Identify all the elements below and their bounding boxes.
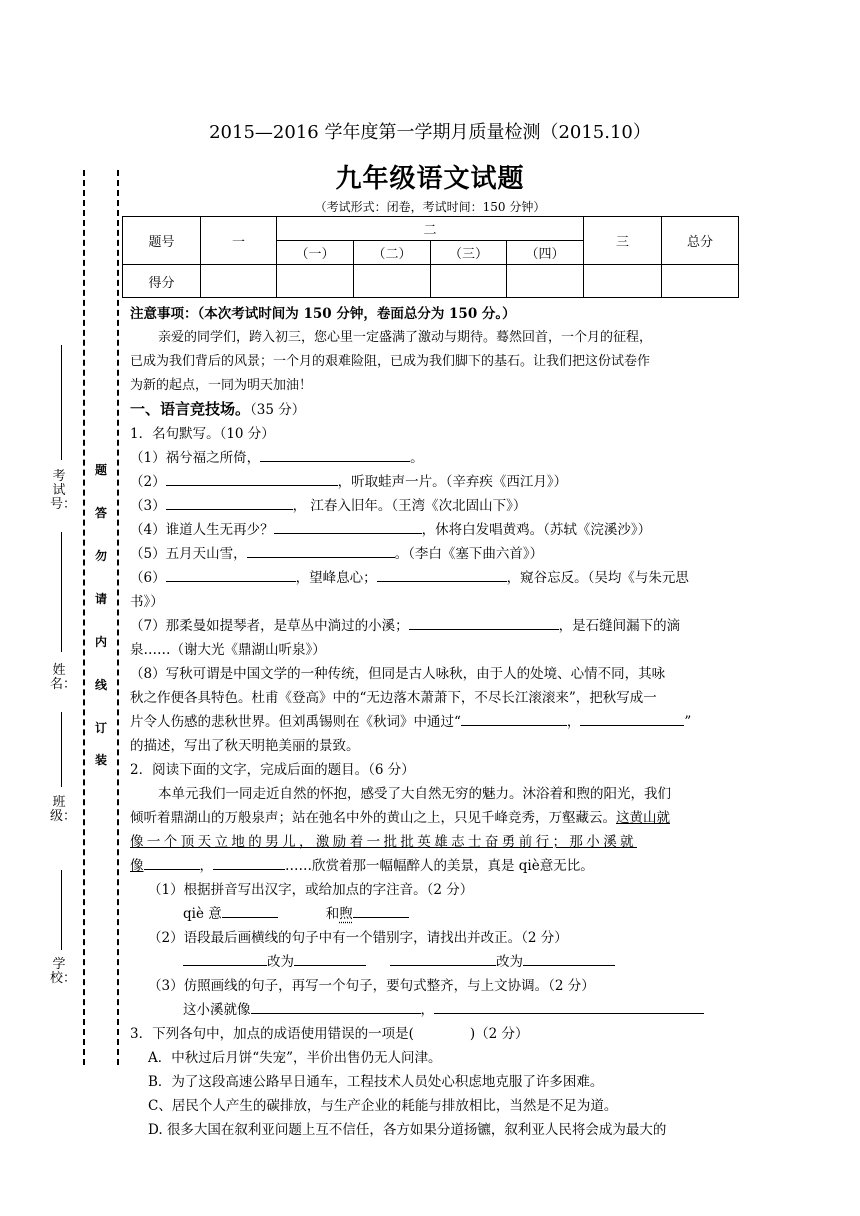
q2-sub-2: （2）语段最后画横线的句子中有一个错别字，请找出并改正。（2 分） [148, 930, 568, 946]
exam-info: （考试形式：闭卷，考试时间：150 分钟） [314, 200, 546, 214]
q2-sub-1-a: qiè 意 [183, 906, 222, 922]
q1-item-8-line: （8）写秋可谓是中国文学的一种传统，但同是古人咏秋，由于人的处境、心情不同，其咏 [130, 666, 666, 682]
table-subhead: （四） [507, 241, 584, 265]
q1-item-5-end: 。（李白《塞下曲六首》） [394, 546, 544, 562]
q2-sub-2-b: 改为 [496, 954, 523, 970]
question-3-title: 3．下列各句中，加点的成语使用错误的一项是( [130, 1026, 414, 1042]
q1-item-8-quote: ” [684, 714, 692, 730]
field-line-exam-number[interactable] [61, 345, 62, 460]
q1-item-6-mid: ，望峰息心； [295, 570, 377, 586]
paper-title: 九年级语文试题 [335, 164, 525, 194]
table-head-total: 总分 [662, 217, 739, 265]
field-line-class[interactable] [61, 712, 62, 787]
answer-blank[interactable] [294, 951, 366, 966]
q3-option-d: D. 很多大国在叙利亚问题上互不信任，各方如果分道扬镳，叙利亚人民将会成为最大的 [148, 1122, 667, 1138]
score-cell[interactable] [584, 265, 662, 298]
seal-char: 内 [94, 635, 107, 649]
answer-blank[interactable] [166, 495, 293, 510]
greeting-line: 已成为我们背后的风景；一个月的艰难险阻，已成为我们脚下的基石。让我们把这份试卷作 [130, 354, 651, 369]
score-cell[interactable] [431, 265, 507, 298]
answer-blank[interactable] [166, 471, 338, 486]
seal-char: 装 [94, 753, 107, 767]
q1-item-4: （4）谁道人生无再少？ [130, 522, 274, 538]
passage-underlined: 像一个顶天立地的男儿，激励着一批批英雄志士奋勇前行；那小溪就 [130, 834, 637, 850]
field-line-name[interactable] [61, 532, 62, 652]
passage-line: 本单元我们一同走近自然的怀抱，感受了大自然无穷的魅力。沐浴着和煦的阳光，我们 [158, 786, 671, 802]
table-head-part1: 一 [201, 217, 277, 265]
answer-blank[interactable] [183, 951, 267, 966]
greeting-line: 为新的起点，一同为明天加油！ [130, 378, 313, 393]
seal-char: 答 [94, 506, 107, 520]
q1-item-7-end: ，是石缝间漏下的滴 [558, 618, 681, 634]
q1-item-5: （5）五月天山雪， [130, 546, 247, 562]
q1-item-4-end: ，休将白发唱黄鸡。（苏轼《浣溪沙》） [421, 522, 652, 538]
field-label-name: 姓名： [50, 663, 77, 692]
q1-item-8-line: 秋之作便各具特色。杜甫《登高》中的“无边落木萧萧下，不尽长江滚滚来”，把秋写成一 [130, 690, 657, 706]
q2-sub-2-a: 改为 [267, 954, 294, 970]
score-cell[interactable] [662, 265, 739, 298]
answer-blank[interactable] [166, 567, 296, 582]
section-score: （35 分） [250, 402, 306, 418]
q1-item-2: （2） [130, 474, 166, 490]
q2-sub-1-dotted: 煦 [339, 906, 353, 922]
passage-underlined: 这黄山就 [616, 810, 670, 826]
seal-dashed-line-outer [83, 170, 85, 1065]
q2-sub-3-comma: ， [420, 1002, 434, 1018]
notice-text: （本次考试时间为 150 分钟，卷面总分为 150 分。） [197, 306, 516, 322]
answer-blank[interactable] [377, 567, 507, 582]
q1-item-7: （7）那柔曼如提琴者，是草丛中淌过的小溪； [130, 618, 409, 634]
score-cell[interactable] [277, 265, 354, 298]
passage-line: 倾听着鼎湖山的万般泉声；站在弛名中外的黄山之上，只见千峰竞秀，万壑藏云。 [130, 810, 616, 826]
q1-item-7-cont: 泉……（谢大光《鼎湖山听泉》） [130, 642, 326, 658]
question-1-title: 1．名句默写。（10 分） [130, 426, 275, 442]
seal-char: 线 [94, 678, 107, 692]
table-subhead: （一） [277, 241, 354, 265]
answer-blank[interactable] [260, 447, 410, 462]
answer-blank[interactable] [251, 999, 421, 1014]
answer-blank[interactable] [461, 711, 567, 726]
q1-item-3-end: ， 江春入旧年。（王湾《次北固山下》） [292, 498, 527, 514]
answer-blank[interactable] [274, 519, 422, 534]
answer-blank[interactable] [390, 951, 496, 966]
table-head-number: 题号 [123, 217, 201, 265]
seal-char: 勿 [94, 549, 107, 563]
answer-blank[interactable] [580, 711, 684, 726]
seal-dashed-line-inner [117, 170, 119, 1065]
table-subhead: （三） [431, 241, 507, 265]
answer-blank[interactable] [409, 615, 559, 630]
score-cell[interactable] [354, 265, 431, 298]
seal-char: 题 [94, 463, 107, 477]
q1-item-3: （3） [130, 498, 166, 514]
q1-item-6-end: ，窥谷忘反。（吴均《与朱元思 [506, 570, 689, 586]
table-subhead: （二） [354, 241, 431, 265]
field-label-exam-number: 考试号： [50, 469, 77, 512]
q1-item-8-line: 片令人伤感的悲秋世界。但刘禹锡则在《秋词》中通过“ [130, 714, 461, 730]
question-3-score: )（2 分） [469, 1026, 529, 1042]
q1-item-6: （6） [130, 570, 166, 586]
field-label-school: 学校： [50, 957, 77, 986]
q3-option-a: A．中秋过后月饼“失宠”，半价出售仍无人问津。 [148, 1050, 442, 1066]
answer-blank[interactable] [222, 903, 278, 918]
table-head-part3: 三 [584, 217, 662, 265]
score-cell[interactable] [201, 265, 277, 298]
q2-sub-1: （1）根据拼音写出汉字，或给加点的字注音。（2 分） [148, 882, 474, 898]
field-line-school[interactable] [61, 870, 62, 950]
q3-option-b: B．为了这段高速公路早日通车，工程技术人员处心积虑地克服了许多困难。 [148, 1074, 604, 1090]
table-head-part2: 二 [277, 217, 584, 241]
answer-blank[interactable] [353, 903, 409, 918]
answer-blank[interactable] [247, 543, 395, 558]
q1-item-1: （1）祸兮福之所倚， [130, 450, 261, 466]
field-label-class: 班级： [50, 795, 77, 824]
greeting-line: 亲爱的同学们，跨入初三，您心里一定盛满了激动与期待。蓦然回首，一个月的征程， [158, 330, 653, 345]
q1-item-2-end: ，听取蛙声一片。（辛弃疾《西江月》） [337, 474, 568, 490]
question-2-title: 2．阅读下面的文字，完成后面的题目。（6 分） [130, 762, 415, 778]
q2-sub-1-b: 和 [325, 906, 340, 922]
seal-char: 请 [94, 592, 107, 606]
q1-item-8-line: 的描述，写出了秋天明艳美丽的景致。 [130, 738, 360, 754]
answer-blank[interactable] [144, 855, 200, 870]
answer-blank[interactable] [523, 951, 615, 966]
passage-line: ……欣赏着那一幅幅醉人的美景，真是 qiè意无比。 [285, 858, 594, 874]
notice-label: 注意事项： [130, 306, 198, 322]
passage-comma: ， [199, 858, 213, 874]
q1-item-8-comma: ， [566, 714, 581, 730]
exam-title: 2015—2016 学年度第一学期月质量检测（2015.10） [209, 122, 651, 143]
q2-sub-3: （3）仿照画线的句子，再写一个句子，要句式整齐，与上文协调。（2 分） [148, 978, 595, 994]
passage-underlined: 像 [130, 858, 144, 874]
q2-sub-3-a: 这小溪就像 [183, 1002, 251, 1018]
table-row-score-label: 得分 [123, 265, 201, 298]
answer-blank[interactable] [434, 999, 704, 1014]
answer-blank[interactable] [213, 855, 285, 870]
section-title: 一、语言竞技场。 [130, 400, 251, 418]
score-table [122, 216, 739, 298]
q3-option-c: C、居民个人产生的碳排放，与生产企业的耗能与排放相比，当然是不足为道。 [148, 1098, 618, 1114]
seal-char: 订 [94, 721, 107, 735]
score-cell[interactable] [507, 265, 584, 298]
q1-item-1-end: 。 [410, 450, 424, 466]
q1-item-6-cont: 书》） [130, 594, 164, 610]
